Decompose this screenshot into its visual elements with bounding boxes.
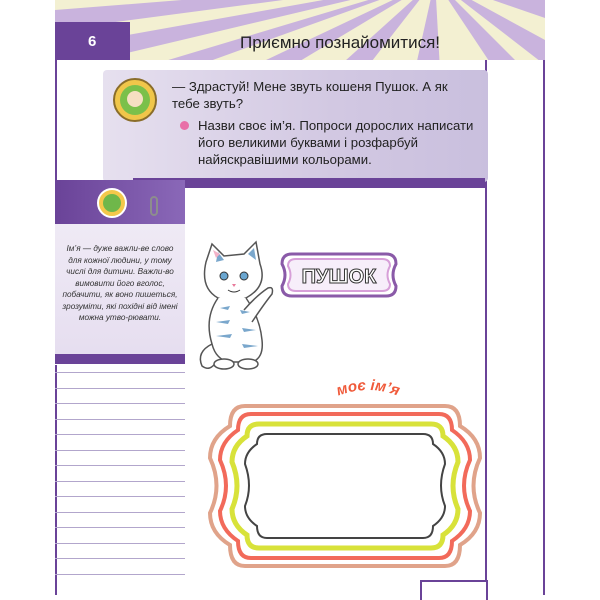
writing-lines (55, 372, 185, 592)
note-text: Ім’я — дуже важли-ве слово для кожної людини, у тому числі для дитини. Важли-во вимовити його вголос, побачити, як воно пишеться, зрозуміти, які похідні від імені можна утво-рювати. (62, 244, 178, 322)
bottom-tab (420, 580, 488, 600)
clip-icon (150, 196, 158, 216)
page-title: Приємно познайомитися! (239, 33, 441, 52)
character-icon (113, 78, 157, 122)
children-icon (97, 188, 127, 218)
bullet-icon (180, 121, 189, 130)
my-name-text: моє ім’я (334, 376, 402, 400)
name-frame[interactable] (205, 398, 485, 573)
dialog-stripe (133, 178, 485, 188)
svg-text:моє ім’я (334, 377, 402, 400)
note-card-footer (55, 354, 185, 364)
kitten-illustration (194, 240, 279, 375)
cat-name-plaque (278, 250, 400, 300)
cat-greeting: — Здрастуй! Мене звуть кошеня Пушок. А як тебе звуть? (172, 79, 448, 111)
cat-name-text: ПУШОК (301, 266, 377, 288)
task-instruction: Назви своє ім’я. Попроси дорослих написати його великими буквами і розфарбуй найяскравішими кольорами. (198, 118, 474, 167)
page-number: 6 (55, 22, 130, 60)
